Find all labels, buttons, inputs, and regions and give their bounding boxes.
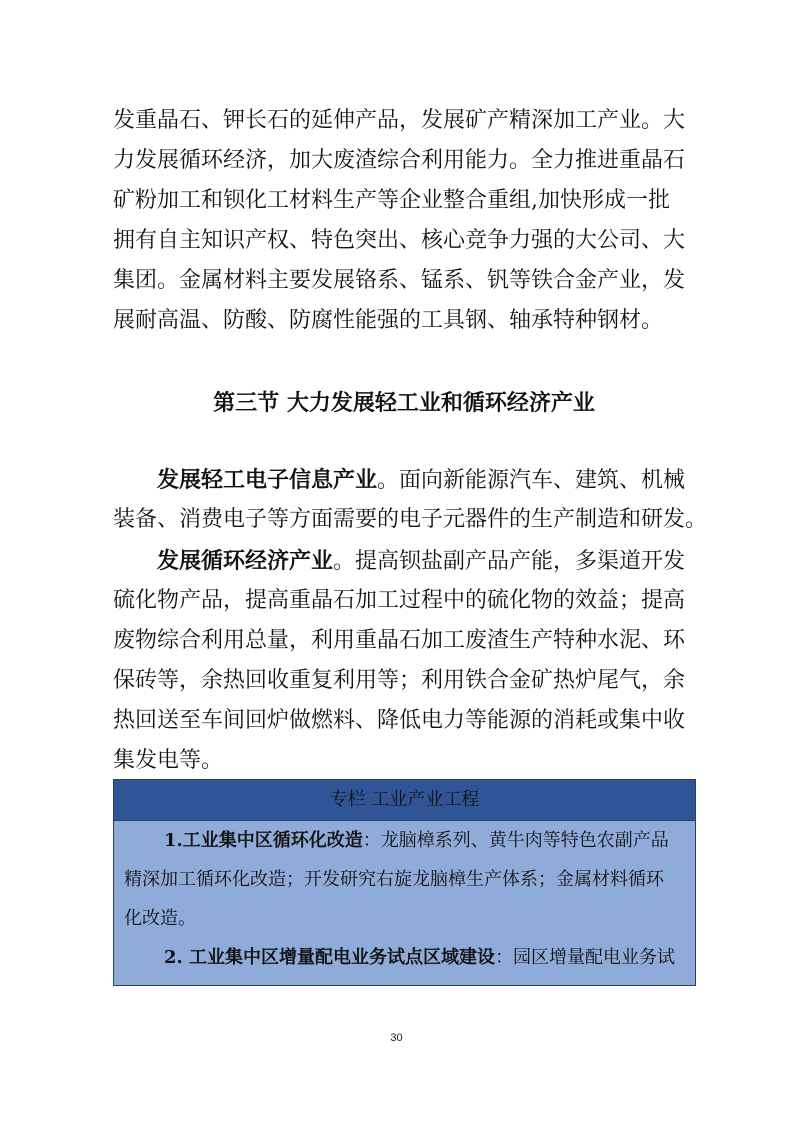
paragraph-line: [113, 541, 695, 581]
page-number: 30: [390, 1032, 403, 1044]
section-heading: 第三节 大力发展轻工业和循环经济产业: [213, 390, 595, 416]
paragraph-line: 集团。金属材料主要发展铬系、锰系、钒等铁合金产业，发: [113, 268, 686, 293]
paragraph-bold-lead: 发展循环经济产业: [157, 548, 334, 574]
box-item-1: [124, 821, 685, 860]
paragraph-line: 保砖等，余热回收重复利用等；利用铁合金矿热炉尾气，余: [113, 668, 686, 693]
box-item-text: ：园区增量配电业务试: [495, 947, 676, 968]
paragraph-line: 拥有自主知识产权、特色突出、核心竞争力强的大公司、大: [113, 228, 686, 253]
paragraph-line: 废物综合利用总量，利用重晶石加工废渣生产特种水泥、环: [113, 628, 686, 653]
box-item-bold: 1.工业集中区循环化改造: [164, 830, 363, 851]
box-item-2: [124, 938, 685, 977]
paragraph-circular-economy: [113, 541, 695, 781]
paragraph-bold-lead: 发展轻工电子信息产业: [157, 467, 378, 493]
paragraph-line: 矿粉加工和钡化工材料生产等企业整合重组,加快形成一批: [113, 188, 670, 213]
feature-box-body: [114, 821, 695, 977]
paragraph-text: 。面向新能源汽车、建筑、机械: [377, 468, 686, 493]
feature-box-industrial-projects: [113, 779, 696, 986]
paragraph-line: 发重晶石、钾长石的延伸产品，发展矿产精深加工产业。大: [113, 108, 686, 133]
paragraph-light-industry: [113, 460, 708, 540]
box-item-bold: 2. 工业集中区增量配电业务试点区域建设: [164, 947, 496, 968]
paragraph-line: 热回送至车间回炉做燃料、降低电力等能源的消耗或集中收: [113, 708, 686, 733]
paragraph-line: 装备、消费电子等方面需要的电子元器件的生产制造和研发。: [113, 507, 708, 532]
paragraph-text: 。提高钡盐副产品产能，多渠道开发: [333, 549, 686, 574]
paragraph-line: 力发展循环经济，加大废渣综合利用能力。全力推进重晶石: [113, 148, 686, 173]
box-item-line: 化改造。: [124, 908, 196, 929]
paragraph-line: 集发电等。: [113, 748, 224, 773]
feature-box-title: 专栏 工业产业工程: [114, 780, 695, 821]
paragraph-line: [113, 460, 695, 500]
paragraph-line: 硫化物产品，提高重晶石加工过程中的硫化物的效益；提高: [113, 588, 686, 613]
box-item-line: 精深加工循环化改造；开发研究右旋龙脑樟生产体系；金属材料循环: [124, 869, 664, 890]
paragraph-mineral-products: [113, 101, 695, 341]
box-item-text: ：龙脑樟系列、黄牛肉等特色农副产品: [362, 830, 669, 851]
paragraph-line: 展耐高温、防酸、防腐性能强的工具钢、轴承特种钢材。: [113, 308, 664, 333]
